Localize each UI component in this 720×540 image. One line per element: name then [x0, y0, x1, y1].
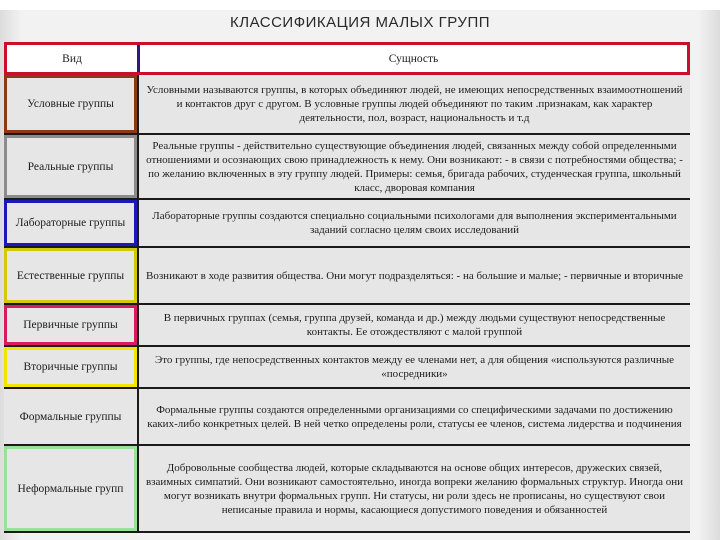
- page-title: КЛАССИФИКАЦИЯ МАЛЫХ ГРУПП: [229, 14, 491, 31]
- row-kind: Формальные группы: [4, 389, 137, 444]
- row-kind: Лабораторные группы: [4, 200, 137, 246]
- table-header: [4, 42, 690, 75]
- row-essence: Это группы, где непосредственных контактов между ее членами нет, а для общения «используются различные «посредники»: [137, 347, 690, 387]
- row-kind: Первичные группы: [4, 305, 137, 345]
- row-kind: Естественные группы: [4, 248, 137, 303]
- table-row: [4, 389, 690, 446]
- table-row: [4, 305, 690, 347]
- row-essence: Добровольные сообщества людей, которые складываются на основе общих интересов, дружеских связей, взаимных симпатий. Они возникают самостоятельно, иногда вопреки желанию формальных структур. Иногда они могут возникать внутри формальных групп. Ни статусы, ни роли здесь не прописаны, но существуют свои неписаные правила и нормы, касающиеся допустимого поведения и обязанностей: [137, 446, 690, 531]
- header-kind: Вид: [7, 45, 140, 72]
- row-essence: В первичных группах (семья, группа друзей, команда и др.) между людьми существуют непосредственные контакты. Ее отождествляют с малой группой: [137, 305, 690, 345]
- table-row: [4, 75, 690, 135]
- row-kind: Вторичные группы: [4, 347, 137, 387]
- table-row: [4, 446, 690, 533]
- row-essence: Лабораторные группы создаются специально социальными психологами для выполнения экспериментальными заданий согласно целям своих исследований: [137, 200, 690, 246]
- classification-table: [4, 42, 690, 533]
- row-kind: Условные группы: [4, 75, 137, 133]
- row-kind: Реальные группы: [4, 135, 137, 198]
- row-essence: Реальные группы - действительно существующие объединения людей, связанных между собой определенными отношениями и осознающих свою принадлежность к нему. Они возникают: - в связи с потребностями общества; - по желанию включенных в эту группу людей. Примеры: семья, бригада рабочих, студенческая группа, школьный класс, дворовая компания: [137, 135, 690, 198]
- row-essence: Формальные группы создаются определенными организациями со специфическими задачами по достижению каких-либо конкретных целей. В ней четко определены роли, статусы ее членов, система лидерства и подчинения: [137, 389, 690, 444]
- header-essence: Сущность: [140, 45, 687, 72]
- row-kind: Неформальные групп: [4, 446, 137, 531]
- table-row: [4, 248, 690, 305]
- table-row: [4, 347, 690, 389]
- row-essence: Возникают в ходе развития общества. Они могут подразделяться: - на большие и малые; - первичные и вторичные: [137, 248, 690, 303]
- row-essence: Условными называются группы, в которых объединяют людей, не имеющих непосредственных взаимоотношений и контактов друг с другом. В условные группы людей объединяют по таким .признакам, как характер деятельности, пол, возраст, национальность и т.д: [137, 75, 690, 133]
- table-row: [4, 200, 690, 248]
- table-row: [4, 135, 690, 200]
